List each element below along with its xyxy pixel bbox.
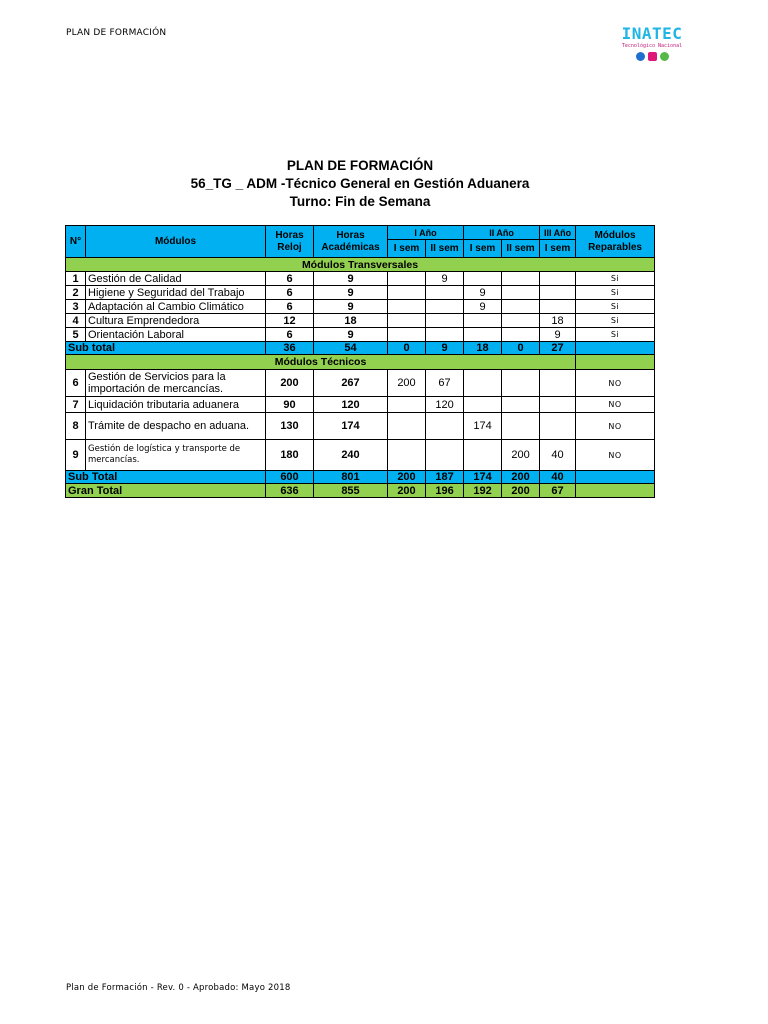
row-number: 6 — [66, 370, 86, 397]
grand-total — [66, 484, 655, 498]
subtotal-transversales-y1s2: 9 — [426, 342, 464, 355]
cell-y2s2: 200 — [502, 440, 540, 471]
cell-reloj: 90 — [266, 397, 314, 413]
badge-icon — [648, 52, 657, 61]
cell-y1s2: 9 — [426, 272, 464, 286]
module-name: Liquidación tributaria aduanera — [86, 397, 266, 413]
module-name: Cultura Emprendedora — [86, 314, 266, 328]
cell-y3s1 — [540, 300, 576, 314]
table-row — [66, 397, 655, 413]
header-anio-3: III Año — [540, 226, 576, 240]
grand-total-y1s1: 200 — [388, 484, 426, 498]
subtotal-tecnicos-y2s1: 174 — [464, 471, 502, 484]
subtotal-transversales-y3s1: 27 — [540, 342, 576, 355]
cell-reparable: NO — [576, 413, 655, 440]
leaf-icon — [660, 52, 669, 61]
cell-reparable: NO — [576, 397, 655, 413]
cell-y3s1 — [540, 272, 576, 286]
cell-reparable: NO — [576, 370, 655, 397]
cell-reloj: 6 — [266, 300, 314, 314]
cell-y2s2 — [502, 397, 540, 413]
subtotal-transversales-acad: 54 — [314, 342, 388, 355]
header-modulos: Módulos — [86, 226, 266, 258]
subtotal-tecnicos-y3s1: 40 — [540, 471, 576, 484]
cell-y1s1: 200 — [388, 370, 426, 397]
row-number: 4 — [66, 314, 86, 328]
cell-reparable: Si — [576, 328, 655, 342]
subtotal-transversales-y1s1: 0 — [388, 342, 426, 355]
drop-icon — [636, 52, 645, 61]
table-row — [66, 413, 655, 440]
cell-acad: 9 — [314, 300, 388, 314]
cell-y1s1 — [388, 413, 426, 440]
row-number: 2 — [66, 286, 86, 300]
subtotal-tecnicos-y2s2: 200 — [502, 471, 540, 484]
cell-y1s1 — [388, 286, 426, 300]
subtotal-tecnicos-reloj: 600 — [266, 471, 314, 484]
cell-y2s1: 174 — [464, 413, 502, 440]
table-row — [66, 328, 655, 342]
header-anio-2: II Año — [464, 226, 540, 240]
logo-subtitle: Tecnológico Nacional — [621, 43, 683, 49]
title-line-2: 56_TG _ ADM -Técnico General en Gestión Aduanera — [190, 176, 530, 191]
logo-word: INATEC — [621, 24, 683, 43]
header-anio-1: I Año — [388, 226, 464, 240]
cell-y2s1 — [464, 440, 502, 471]
cell-y2s2 — [502, 286, 540, 300]
subtotal-transversales-reloj: 36 — [266, 342, 314, 355]
cell-reloj: 12 — [266, 314, 314, 328]
cell-reloj: 130 — [266, 413, 314, 440]
cell-y1s2: 67 — [426, 370, 464, 397]
cell-reparable: Si — [576, 286, 655, 300]
cell-reparable: Si — [576, 272, 655, 286]
cell-reloj: 180 — [266, 440, 314, 471]
cell-y2s1 — [464, 272, 502, 286]
section-transversales: Módulos Transversales — [66, 258, 655, 272]
page-footer: Plan de Formación - Rev. 0 - Aprobado: Mayo 2018 — [66, 983, 291, 993]
module-name: Gestión de Servicios para la importación de mercancías. — [86, 370, 266, 397]
cell-y1s2 — [426, 328, 464, 342]
grand-total-y1s2: 196 — [426, 484, 464, 498]
header-num: N° — [66, 226, 86, 258]
header-y2-iisem: II sem — [502, 240, 540, 258]
cell-y1s2 — [426, 286, 464, 300]
plan-table — [65, 225, 655, 498]
cell-reloj: 6 — [266, 328, 314, 342]
cell-acad: 120 — [314, 397, 388, 413]
module-name: Orientación Laboral — [86, 328, 266, 342]
subtotal-transversales-y2s2: 0 — [502, 342, 540, 355]
cell-y2s2 — [502, 413, 540, 440]
header-horas-academicas: Horas Académicas — [314, 226, 388, 258]
cell-acad: 18 — [314, 314, 388, 328]
module-name: Trámite de despacho en aduana. — [86, 413, 266, 440]
subtotal-transversales — [66, 342, 655, 355]
module-name: Gestión de Calidad — [86, 272, 266, 286]
table-row — [66, 272, 655, 286]
cell-y3s1 — [540, 413, 576, 440]
cell-acad: 267 — [314, 370, 388, 397]
row-number: 9 — [66, 440, 86, 471]
table-row — [66, 300, 655, 314]
title-line-1: PLAN DE FORMACIÓN — [286, 158, 434, 173]
cell-y2s1 — [464, 397, 502, 413]
row-number: 1 — [66, 272, 86, 286]
cell-y3s1: 40 — [540, 440, 576, 471]
cell-y2s1: 9 — [464, 300, 502, 314]
cell-y2s1: 9 — [464, 286, 502, 300]
cell-y1s1 — [388, 300, 426, 314]
cell-y3s1 — [540, 397, 576, 413]
cell-y3s1: 18 — [540, 314, 576, 328]
cell-y1s1 — [388, 397, 426, 413]
grand-total-blank — [576, 484, 655, 498]
cell-reparable: Si — [576, 314, 655, 328]
grand-total-y2s1: 192 — [464, 484, 502, 498]
cell-y3s1: 9 — [540, 328, 576, 342]
cell-y1s2: 120 — [426, 397, 464, 413]
cell-y1s2 — [426, 300, 464, 314]
subtotal-tecnicos-y1s1: 200 — [388, 471, 426, 484]
row-number: 5 — [66, 328, 86, 342]
header-y1-iisem: II sem — [426, 240, 464, 258]
cell-acad: 240 — [314, 440, 388, 471]
table-row — [66, 370, 655, 397]
cell-y1s2 — [426, 440, 464, 471]
document-title — [66, 157, 654, 211]
subtotal-transversales-blank — [576, 342, 655, 355]
cell-reparable: Si — [576, 300, 655, 314]
subtotal-tecnicos — [66, 471, 655, 484]
page-header-text: PLAN DE FORMACIÓN — [66, 28, 167, 38]
cell-y2s1 — [464, 370, 502, 397]
grand-total-reloj: 636 — [266, 484, 314, 498]
row-number: 7 — [66, 397, 86, 413]
table-row — [66, 286, 655, 300]
cell-y2s2 — [502, 370, 540, 397]
cell-y1s2 — [426, 413, 464, 440]
subtotal-tecnicos-y1s2: 187 — [426, 471, 464, 484]
table-row — [66, 314, 655, 328]
cell-acad: 9 — [314, 272, 388, 286]
header-horas-reloj: Horas Reloj — [266, 226, 314, 258]
subtotal-transversales-label: Sub total — [66, 342, 266, 355]
cell-y3s1 — [540, 286, 576, 300]
cell-reloj: 6 — [266, 272, 314, 286]
cell-y1s1 — [388, 272, 426, 286]
grand-total-acad: 855 — [314, 484, 388, 498]
cell-y1s1 — [388, 314, 426, 328]
cell-y1s1 — [388, 440, 426, 471]
grand-total-y3s1: 67 — [540, 484, 576, 498]
grand-total-y2s2: 200 — [502, 484, 540, 498]
subtotal-tecnicos-acad: 801 — [314, 471, 388, 484]
inatec-logo — [612, 26, 692, 72]
module-name: Gestión de logística y transporte de mercancías. — [86, 440, 266, 471]
cell-acad: 174 — [314, 413, 388, 440]
subtotal-tecnicos-label: Sub Total — [66, 471, 266, 484]
cell-y1s2 — [426, 314, 464, 328]
cell-y2s1 — [464, 328, 502, 342]
header-y1-isem: I sem — [388, 240, 426, 258]
title-line-3: Turno: Fin de Semana — [289, 194, 431, 209]
cell-y2s2 — [502, 300, 540, 314]
module-name: Adaptación al Cambio Climático — [86, 300, 266, 314]
cell-y2s2 — [502, 328, 540, 342]
module-name: Higiene y Seguridad del Trabajo — [86, 286, 266, 300]
header-y3-isem: I sem — [540, 240, 576, 258]
table-row — [66, 440, 655, 471]
cell-reparable: NO — [576, 440, 655, 471]
cell-y1s1 — [388, 328, 426, 342]
cell-reloj: 6 — [266, 286, 314, 300]
cell-y2s2 — [502, 314, 540, 328]
header-y2-isem: I sem — [464, 240, 502, 258]
logo-icons — [612, 52, 692, 61]
section-tecnicos: Módulos Técnicos — [66, 355, 576, 370]
row-number: 3 — [66, 300, 86, 314]
cell-reloj: 200 — [266, 370, 314, 397]
header-reparables: Módulos Reparables — [576, 226, 655, 258]
cell-acad: 9 — [314, 286, 388, 300]
cell-y2s1 — [464, 314, 502, 328]
subtotal-transversales-y2s1: 18 — [464, 342, 502, 355]
subtotal-tecnicos-blank — [576, 471, 655, 484]
cell-y3s1 — [540, 370, 576, 397]
cell-acad: 9 — [314, 328, 388, 342]
cell-y2s2 — [502, 272, 540, 286]
row-number: 8 — [66, 413, 86, 440]
grand-total-label: Gran Total — [66, 484, 266, 498]
section-tecnicos-blank — [576, 355, 655, 370]
